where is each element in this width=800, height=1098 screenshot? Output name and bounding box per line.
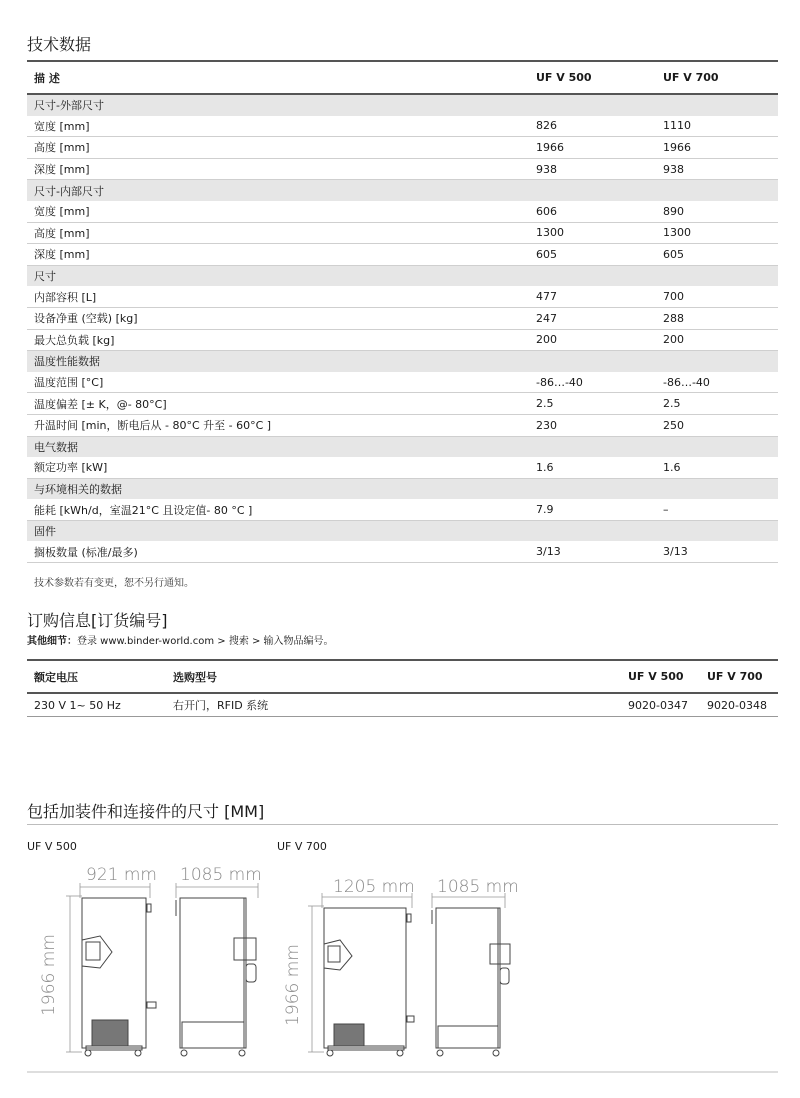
spec-row <box>27 158 778 180</box>
order-header-row <box>27 660 778 693</box>
order-number-ufv700: 9020-0348 <box>700 693 778 717</box>
order-table <box>27 659 778 717</box>
spec-value-ufv700: 1110 <box>656 116 778 137</box>
order-subtitle-label: 其他细节： <box>27 636 77 647</box>
spec-section-row <box>27 478 778 499</box>
spec-value-ufv500: 826 <box>529 116 656 137</box>
spec-row-label: 与环境相关的数据 <box>27 478 529 499</box>
order-header-ufv500: UF V 500 <box>621 660 700 693</box>
spec-row-label: 设备净重 (空载) [kg] <box>27 307 529 329</box>
ufv500-front-view <box>82 898 156 1056</box>
spec-row-label: 深度 [mm] <box>27 158 529 180</box>
spec-row <box>27 499 778 520</box>
spec-row-label: 能耗 [kWh/d，室温21°C 且设定值- 80 °C ] <box>27 499 529 520</box>
order-option: 右开门，RFID 系统 <box>166 693 621 717</box>
spec-row-label: 温度性能数据 <box>27 351 529 372</box>
spec-row-label: 尺寸-内部尺寸 <box>27 180 529 201</box>
spec-row <box>27 457 778 478</box>
spec-header-row <box>27 61 778 94</box>
spec-table <box>27 60 778 563</box>
spec-row-label: 宽度 [mm] <box>27 116 529 137</box>
spec-value-ufv500: 200 <box>529 329 656 351</box>
spec-value-ufv500 <box>529 265 656 286</box>
spec-row-label: 深度 [mm] <box>27 244 529 266</box>
spec-value-ufv700 <box>656 520 778 541</box>
spec-value-ufv500: 2.5 <box>529 393 656 415</box>
spec-value-ufv500 <box>529 478 656 499</box>
spec-row-label: 升温时间 [min，断电后从 - 80°C 升至 - 60°C ] <box>27 414 529 436</box>
spec-row-label: 尺寸-外部尺寸 <box>27 94 529 116</box>
spec-row-label: 固件 <box>27 520 529 541</box>
spec-value-ufv500 <box>529 436 656 457</box>
dims-title-rule <box>27 824 778 825</box>
ufv700-depth-label: 1085 mm <box>437 877 519 897</box>
spec-value-ufv500: 7.9 <box>529 499 656 520</box>
spec-section-row <box>27 436 778 457</box>
ufv500-depth-label: 1085 mm <box>180 865 262 885</box>
spec-row <box>27 201 778 222</box>
spec-value-ufv700 <box>656 265 778 286</box>
spec-value-ufv700 <box>656 351 778 372</box>
spec-value-ufv700: 250 <box>656 414 778 436</box>
spec-row <box>27 116 778 137</box>
order-subtitle <box>27 632 334 647</box>
spec-value-ufv700: 1300 <box>656 222 778 244</box>
spec-value-ufv500: 938 <box>529 158 656 180</box>
spec-value-ufv700: 938 <box>656 158 778 180</box>
spec-value-ufv700: 1966 <box>656 137 778 159</box>
ufv500-side-view <box>176 898 256 1056</box>
spec-value-ufv500: 477 <box>529 286 656 307</box>
spec-value-ufv500: 606 <box>529 201 656 222</box>
spec-row-label: 电气数据 <box>27 436 529 457</box>
order-subtitle-text: 登录 www.binder-world.com > 搜索 > 输入物品编号。 <box>77 636 334 647</box>
ufv700-side-view <box>432 908 510 1056</box>
spec-value-ufv500: 605 <box>529 244 656 266</box>
spec-row-label: 温度范围 [°C] <box>27 372 529 393</box>
spec-value-ufv500: 1.6 <box>529 457 656 478</box>
order-row <box>27 693 778 717</box>
spec-row <box>27 372 778 393</box>
spec-value-ufv700 <box>656 436 778 457</box>
spec-value-ufv500: 247 <box>529 307 656 329</box>
spec-row-label: 温度偏差 [± K，@- 80°C] <box>27 393 529 415</box>
order-number-ufv500: 9020-0347 <box>621 693 700 717</box>
spec-value-ufv500 <box>529 94 656 116</box>
model-label-ufv500: UF V 500 <box>27 840 77 853</box>
spec-row-label: 内部容积 [L] <box>27 286 529 307</box>
spec-section-row <box>27 180 778 201</box>
spec-row <box>27 307 778 329</box>
spec-row <box>27 137 778 159</box>
spec-row-label: 最大总负载 [kg] <box>27 329 529 351</box>
spec-value-ufv700: 200 <box>656 329 778 351</box>
ufv500-width-label: 921 mm <box>86 865 157 885</box>
spec-row <box>27 393 778 415</box>
spec-row-label: 额定功率 [kW] <box>27 457 529 478</box>
spec-row <box>27 329 778 351</box>
spec-row <box>27 222 778 244</box>
spec-value-ufv500: 1966 <box>529 137 656 159</box>
spec-row <box>27 286 778 307</box>
spec-value-ufv700: 3/13 <box>656 541 778 562</box>
order-header-ufv700: UF V 700 <box>700 660 778 693</box>
spec-section-row <box>27 520 778 541</box>
spec-value-ufv500: -86…-40 <box>529 372 656 393</box>
spec-section-row <box>27 94 778 116</box>
spec-value-ufv500 <box>529 520 656 541</box>
spec-row-label: 高度 [mm] <box>27 137 529 159</box>
spec-value-ufv700: 288 <box>656 307 778 329</box>
spec-value-ufv500: 230 <box>529 414 656 436</box>
spec-title: 技术数据 <box>27 35 92 54</box>
spec-value-ufv500: 1300 <box>529 222 656 244</box>
spec-value-ufv700: 890 <box>656 201 778 222</box>
spec-value-ufv700: 700 <box>656 286 778 307</box>
spec-row-label: 高度 [mm] <box>27 222 529 244</box>
ufv700-front-view <box>324 908 414 1056</box>
spec-value-ufv500 <box>529 180 656 201</box>
spec-value-ufv700 <box>656 180 778 201</box>
model-label-ufv700: UF V 700 <box>277 840 327 853</box>
spec-section-row <box>27 351 778 372</box>
spec-row <box>27 541 778 562</box>
spec-value-ufv700: 605 <box>656 244 778 266</box>
header-ufv700: UF V 700 <box>656 61 778 94</box>
ufv700-height-label: 1966 mm <box>282 944 303 1026</box>
dimension-drawings <box>0 860 800 1098</box>
order-header-voltage: 额定电压 <box>27 660 166 693</box>
spec-value-ufv700 <box>656 94 778 116</box>
spec-row-label: 尺寸 <box>27 265 529 286</box>
order-title: 订购信息[订货编号] <box>27 611 168 630</box>
order-voltage: 230 V 1~ 50 Hz <box>27 693 166 717</box>
spec-row-label: 宽度 [mm] <box>27 201 529 222</box>
header-description: 描 述 <box>27 61 529 94</box>
spec-row-label: 搁板数量 (标准/最多) <box>27 541 529 562</box>
spec-value-ufv700: – <box>656 499 778 520</box>
spec-body <box>27 94 778 563</box>
spec-value-ufv700: -86…-40 <box>656 372 778 393</box>
ufv700-width-label: 1205 mm <box>333 877 415 897</box>
spec-row <box>27 414 778 436</box>
spec-section-row <box>27 265 778 286</box>
spec-value-ufv700: 1.6 <box>656 457 778 478</box>
order-header-option: 选购型号 <box>166 660 621 693</box>
spec-value-ufv500: 3/13 <box>529 541 656 562</box>
dims-title: 包括加装件和连接件的尺寸 [MM] <box>27 802 265 821</box>
spec-value-ufv700: 2.5 <box>656 393 778 415</box>
spec-value-ufv500 <box>529 351 656 372</box>
header-ufv500: UF V 500 <box>529 61 656 94</box>
spec-value-ufv700 <box>656 478 778 499</box>
ufv500-height-label: 1966 mm <box>38 934 59 1016</box>
spec-row <box>27 244 778 266</box>
spec-note: 技术参数若有变更，恕不另行通知。 <box>34 578 194 589</box>
